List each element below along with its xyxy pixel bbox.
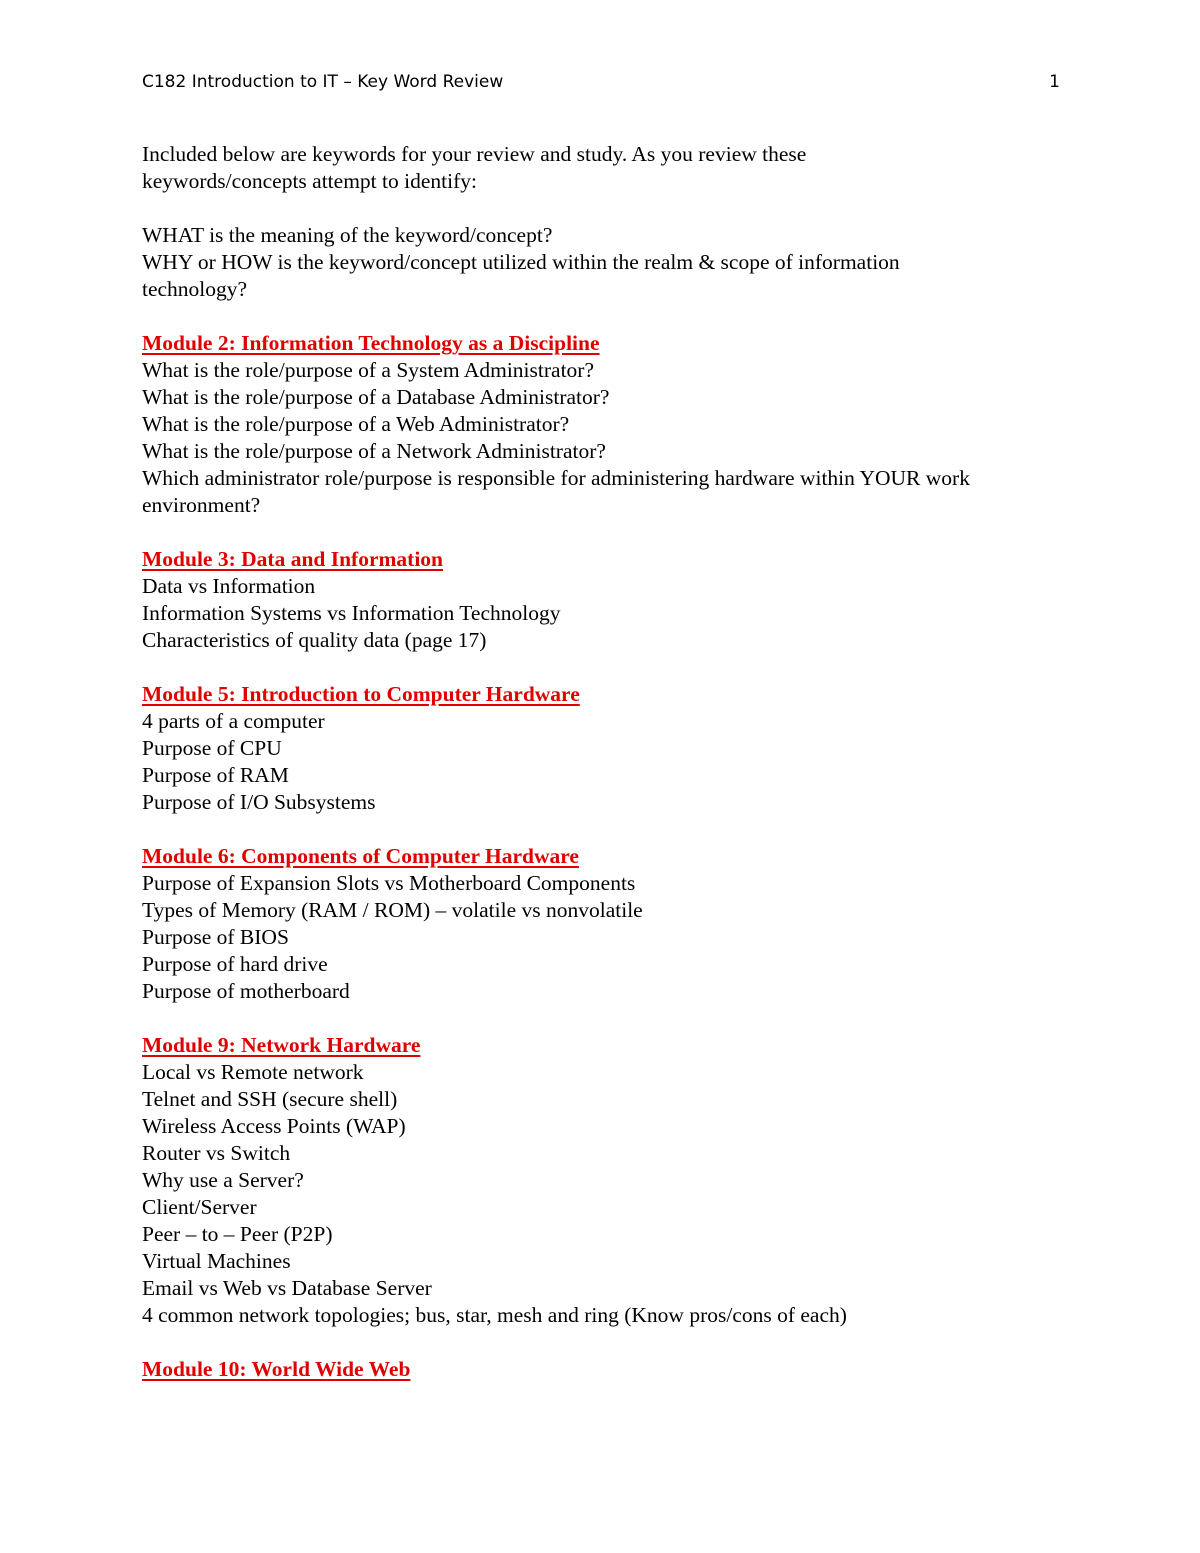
list-item: What is the role/purpose of a System Administrator? bbox=[142, 358, 595, 382]
page-header bbox=[142, 72, 1060, 100]
list-item: Types of Memory (RAM / ROM) – volatile vs nonvolatile bbox=[142, 898, 643, 922]
module-heading: Module 10: World Wide Web bbox=[142, 1357, 411, 1381]
intro-why: WHY or HOW is the keyword/concept utilized within the realm & scope of information technology? bbox=[142, 250, 900, 301]
header-title: C182 Introduction to IT – Key Word Review bbox=[142, 72, 504, 92]
list-item: 4 parts of a computer bbox=[142, 709, 325, 733]
list-item: Which administrator role/purpose is responsible for administering hardware within YOUR work environment? bbox=[142, 466, 970, 517]
intro-what: WHAT is the meaning of the keyword/concept? bbox=[142, 223, 553, 247]
list-item: Telnet and SSH (secure shell) bbox=[142, 1087, 398, 1111]
list-item: Wireless Access Points (WAP) bbox=[142, 1114, 406, 1138]
list-item: Client/Server bbox=[142, 1195, 257, 1219]
list-item: 4 common network topologies; bus, star, mesh and ring (Know pros/cons of each) bbox=[142, 1303, 847, 1327]
list-item: Purpose of Expansion Slots vs Motherboard Components bbox=[142, 871, 636, 895]
list-item: Data vs Information bbox=[142, 574, 316, 598]
list-item: Purpose of hard drive bbox=[142, 952, 328, 976]
module-heading: Module 3: Data and Information bbox=[142, 547, 444, 571]
list-item: Purpose of I/O Subsystems bbox=[142, 790, 376, 814]
list-item: Virtual Machines bbox=[142, 1249, 291, 1273]
document-body bbox=[142, 141, 1060, 1383]
list-item: Purpose of CPU bbox=[142, 736, 282, 760]
module-3-section bbox=[142, 546, 1060, 654]
list-item: Purpose of motherboard bbox=[142, 979, 350, 1003]
page-number: 1 bbox=[1049, 72, 1060, 92]
list-item: Purpose of RAM bbox=[142, 763, 289, 787]
module-6-section bbox=[142, 843, 1060, 1005]
list-item: Peer – to – Peer (P2P) bbox=[142, 1222, 333, 1246]
list-item: Local vs Remote network bbox=[142, 1060, 364, 1084]
module-heading: Module 2: Information Technology as a Discipline bbox=[142, 331, 600, 355]
list-item: Characteristics of quality data (page 17) bbox=[142, 628, 487, 652]
list-item: Email vs Web vs Database Server bbox=[142, 1276, 432, 1300]
module-9-section bbox=[142, 1032, 1060, 1329]
intro-line: keywords/concepts attempt to identify: bbox=[142, 169, 477, 193]
list-item: Information Systems vs Information Technology bbox=[142, 601, 561, 625]
module-2-section bbox=[142, 330, 1060, 519]
module-heading: Module 5: Introduction to Computer Hardware bbox=[142, 682, 580, 706]
module-heading: Module 6: Components of Computer Hardware bbox=[142, 844, 579, 868]
module-5-section bbox=[142, 681, 1060, 816]
list-item: What is the role/purpose of a Web Administrator? bbox=[142, 412, 570, 436]
module-10-section bbox=[142, 1356, 1060, 1383]
list-item: What is the role/purpose of a Database Administrator? bbox=[142, 385, 610, 409]
list-item: Router vs Switch bbox=[142, 1141, 291, 1165]
intro-line: Included below are keywords for your review and study. As you review these bbox=[142, 142, 807, 166]
list-item: Why use a Server? bbox=[142, 1168, 304, 1192]
list-item: Purpose of BIOS bbox=[142, 925, 289, 949]
list-item: What is the role/purpose of a Network Administrator? bbox=[142, 439, 606, 463]
module-heading: Module 9: Network Hardware bbox=[142, 1033, 421, 1057]
